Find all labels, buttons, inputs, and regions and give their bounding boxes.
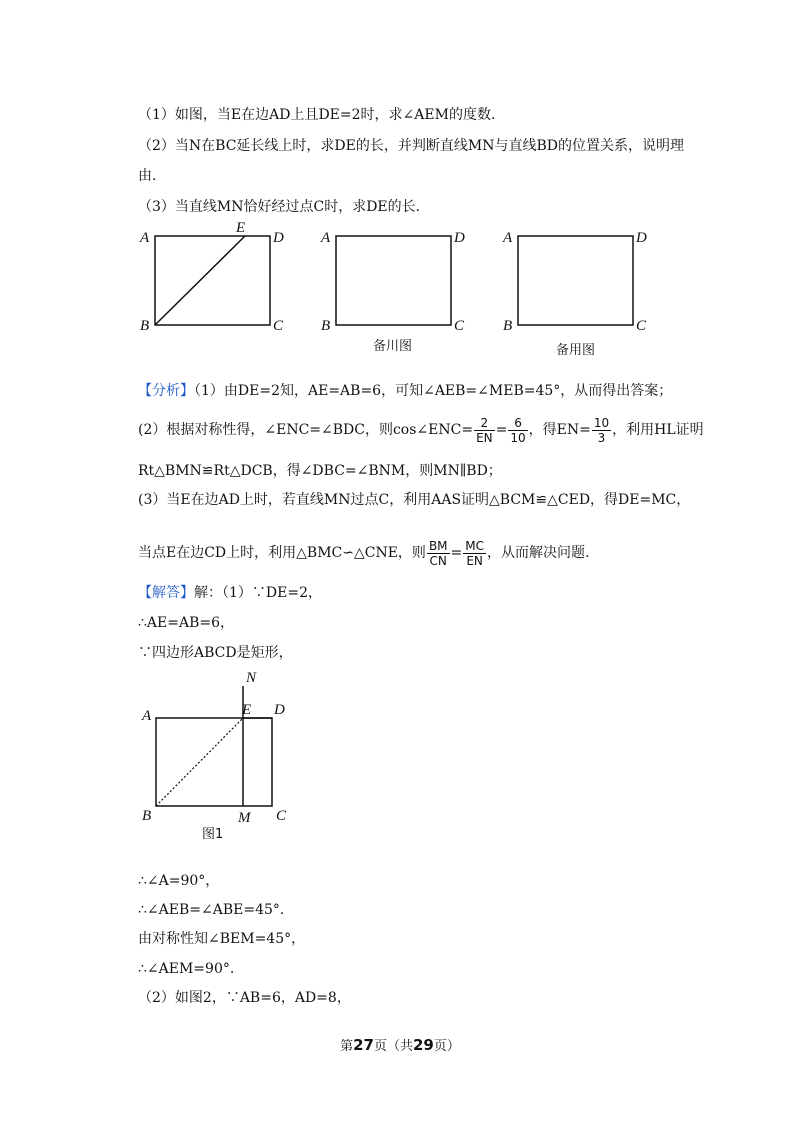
analysis-line-4: (3）当E在边AD上时，若直线MN过点C，利用AAS证明△BCM≌△CED，得DE=MC， [138, 492, 691, 508]
figure-2 [320, 230, 465, 354]
answer-line-1: 【解答】解：（1）∵DE=2， [138, 585, 322, 601]
question-1: （1）如图，当E在边AD上且DE=2时，求∠AEM的度数． [138, 107, 505, 123]
answer-line-2: ∴AE=AB=6， [138, 615, 235, 631]
page-footer: 第27页（共29页） [340, 1036, 460, 1054]
fig2-label-d: D [454, 230, 465, 246]
fig-caption: 图1 [202, 827, 224, 842]
fig-label-n: N [246, 670, 257, 686]
page-total: 29 [413, 1036, 434, 1054]
fig-label-m: M [238, 810, 251, 826]
answer-line-7: ∴∠AEM=90°. [138, 961, 235, 977]
fraction-bm-over-cn: $\frac{BM}{CN}$ [428, 538, 448, 568]
fig3-label-a: A [503, 230, 513, 246]
page-number: 27 [353, 1036, 374, 1054]
fig1-label-c: C [273, 318, 284, 334]
answer-line-8: （2）如图2，∵AB=6，AD=8， [138, 990, 351, 1006]
answer-line-6: 由对称性知∠BEM=45°， [138, 931, 306, 947]
answer-figure-1 [130, 668, 330, 848]
question-2-line-1: （2）当N在BC延长线上时，求DE的长，并判断直线MN与直线BD的位置关系，说明理 [138, 138, 684, 154]
fig2-label-b: B [321, 318, 331, 334]
fig1-label-e: E [236, 222, 246, 236]
fig2-caption: 备川图 [373, 339, 413, 354]
fig2-label-a: A [321, 230, 331, 246]
question-3: （3）当直线MN恰好经过点C时，求DE的长． [138, 199, 430, 215]
analysis-line-5: 当点E在边CD上时，利用△BMC∽△CNE，则 $\frac{BM}{CN}$ = $\frac{MC}{EN}$ ，从而解决问题. [138, 538, 590, 568]
fig-label-a: A [142, 708, 152, 724]
fig-label-d: D [274, 702, 285, 718]
analysis-tag: 【分析】 [138, 383, 194, 399]
analysis-line-1: 【分析】（1）由DE=2知，AE=AB=6，可知∠AEB=∠MEB=45°，从而得出答案； [138, 383, 673, 399]
figure-3 [502, 230, 647, 358]
fraction-mc-over-en: $\frac{MC}{EN}$ [465, 538, 484, 568]
top-figures [0, 222, 800, 362]
fraction-2-over-en: $\frac{2}{EN}$ [476, 415, 493, 445]
fig-label-b: B [142, 808, 152, 824]
fig1-label-b: B [140, 318, 150, 334]
answer-line-4: ∴∠A=90°， [138, 873, 220, 889]
figure-1 [139, 222, 284, 334]
fig3-caption: 备用图 [556, 343, 596, 358]
fig3-label-d: D [636, 230, 647, 246]
analysis-line-3: Rt△BMN≌Rt△DCB，得∠DBC=∠BNM，则MN∥BD； [138, 463, 502, 479]
question-2-line-2: 由． [138, 168, 166, 184]
fraction-6-over-10: $\frac{6}{10}$ [510, 415, 526, 445]
fraction-10-over-3: $\frac{10}{3}$ [593, 415, 610, 445]
answer-line-3: ∵四边形ABCD是矩形， [138, 645, 293, 661]
answer-line-5: ∴∠AEB=∠ABE=45°. [138, 902, 285, 918]
answer-tag: 【解答】 [138, 585, 194, 601]
analysis-line-2: (2）根据对称性得，∠ENC=∠BDC，则cos∠ENC= $\frac{2}{EN}$ = $\frac{6}{10}$ ，得EN= $\frac{10}{3}$ ，利用HL证明 [138, 415, 704, 445]
fig2-label-c: C [454, 318, 465, 334]
fig-label-c: C [276, 808, 287, 824]
fig3-label-b: B [503, 318, 513, 334]
fig1-label-d: D [273, 230, 284, 246]
fig3-label-c: C [636, 318, 647, 334]
fig1-label-a: A [140, 230, 150, 246]
fig-label-e: E [242, 702, 252, 718]
